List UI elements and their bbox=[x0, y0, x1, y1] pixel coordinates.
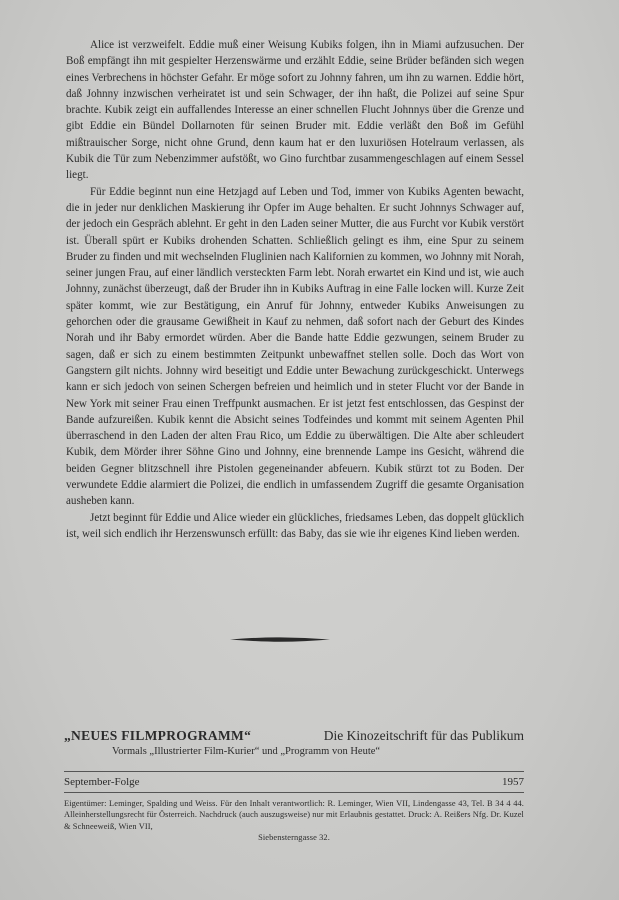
magazine-tagline: Die Kinozeitschrift für das Publikum bbox=[323, 728, 524, 743]
magazine-subtitle: Vormals „Illustrierter Film-Kurier“ und „Programm von Heute“ bbox=[112, 746, 381, 757]
paragraph-3: Jetzt beginnt für Eddie und Alice wieder ein glückliches, friedsames Leben, das doppelt glücklich ist, weil sich endlich ihr Herzenswunsch erfüllt: das Baby, das sie wie ihr eigenes Kind lieben werden. bbox=[66, 511, 524, 540]
imprint-address: Siebensterngasse 32. bbox=[258, 833, 330, 843]
paragraph-2: Für Eddie beginnt nun eine Hetzjagd auf Leben und Tod, immer von Kubiks Agenten bewacht, die in jeder nur denklichen Maskierung ihr Opfer im Auge behalten. Er sucht Johnnys Schwager auf, der jedoch ein Gespräch ablehnt. Er geht in den Laden seiner Mutter, die aus Furcht vor Kubik verstört ist. Überall spürt er Kubiks drohenden Schatten. Schließlich gelingt es ihm, eine Spur zu seinem Bruder zu finden und mit wechselnden Fluglinien nach Kalifornien zu kommen, wo Johnny mit Norah, seiner jungen Frau, auf einer ländlich versteckten Farm lebt. Norah erwartet ein Kind und ist, wie auch Johnny, zunächst überzeugt, daß der Bruder ihn in Kubiks Auftrag in eine Falle locken will. Kurze Zeit später kommt, wie zur Bestätigung, ein Anruf für Johnny, entweder Kubiks Anweisungen zu gehorchen oder die grausame Gewißheit in Kauf zu nehmen, daß sofort nach der Geburt des Kindes Norah und ihr Baby ermordet würden. Aber die Bande hatte Eddie gezwungen, seinem Bruder zu sagen, daß er sich zu einem bestimmten Zeitpunkt unbewaffnet stellen solle. Doch das Wort von Gangstern gilt nichts. Johnny wird beseitigt und Eddie unter Bewachung zurückgeschickt. Unterwegs kann er sich jedoch von seinen Schergen befreien und heimlich und in steter Flucht vor der Bande in New York mit seiner Frau einen Treffpunkt ausmachen. Er ist jetzt fest entschlossen, das Gespinst der Bande aufzureißen. Kubik kennt die Absicht seines Todfeindes und kommt mit seinem Agenten Phil überraschend in den Laden der alten Frau Rico, um Eddie zu überwältigen. Die Alte aber schleudert Kubik, dem Mörder ihrer Söhne Gino und Johnny, eine brennende Lampe ins Gesicht, während die beiden Gegner blitzschnell ihre Pistolen gegeneinander abfeuern. Kubik stürzt tot zu Boden. Der verwundete Eddie alarmiert die Polizei, die endlich in umfassendem Zugriff die gesamte Organisation ausheben kann. bbox=[66, 185, 524, 508]
issue-year: 1957 bbox=[502, 776, 524, 788]
synopsis-text bbox=[66, 37, 524, 542]
bottom-rule bbox=[64, 792, 524, 793]
masthead-row bbox=[64, 728, 524, 744]
magazine-title: „NEUES FILMPROGRAMM“ bbox=[64, 728, 252, 743]
issue-label: September-Folge bbox=[64, 776, 140, 788]
imprint bbox=[64, 798, 524, 844]
imprint-text: Eigentümer: Leminger, Spalding und Weiss. Für den Inhalt verantwortlich: R. Leminger, Wien VII, Lindengasse 43, Tel. B 34 4 44. Alleinherstellungsrecht für Österreich. Nachdruck (auch auszugsweise) nur mit Erlaubnis gestattet. Druck: A. Reißers Nfg. Dr. Kuzel & Schneeweiß, Wien VII, bbox=[64, 799, 524, 831]
masthead-footer bbox=[64, 728, 524, 844]
top-rule bbox=[64, 771, 524, 772]
ornamental-divider bbox=[230, 636, 330, 643]
paragraph-1: Alice ist verzweifelt. Eddie muß einer Weisung Kubiks folgen, ihn in Miami aufzusuchen. Der Boß empfängt ihn mit gespielter Herzenswärme und erzählt Eddie, seine Brüder befänden sich wegen eines Verbrechens in höchster Gefahr. Er möge sofort zu Johnny fahren, um ihn zu warnen. Eddie hört, daß Johnny inzwischen verheiratet ist und sein Schwager, der ihn haßt, die Polizei auf seine Spur brachte. Kubik zeigt ein auffallendes Interesse an einer schnellen Flucht Johnnys über die Grenze und gibt Eddie ein Bündel Dollarnoten für seinen Bruder mit. Eddie verläßt den Boß im Gefühl mißtrauischer Sorge, nicht ohne Grund, denn kaum hat er den luxuriösen Hotelraum verlassen, als Kubik die Tür zum Nebenzimmer aufstößt, wo Gino furchtbar zusammengeschlagen auf einem Sessel liegt. bbox=[66, 39, 524, 182]
issue-row bbox=[64, 776, 524, 788]
